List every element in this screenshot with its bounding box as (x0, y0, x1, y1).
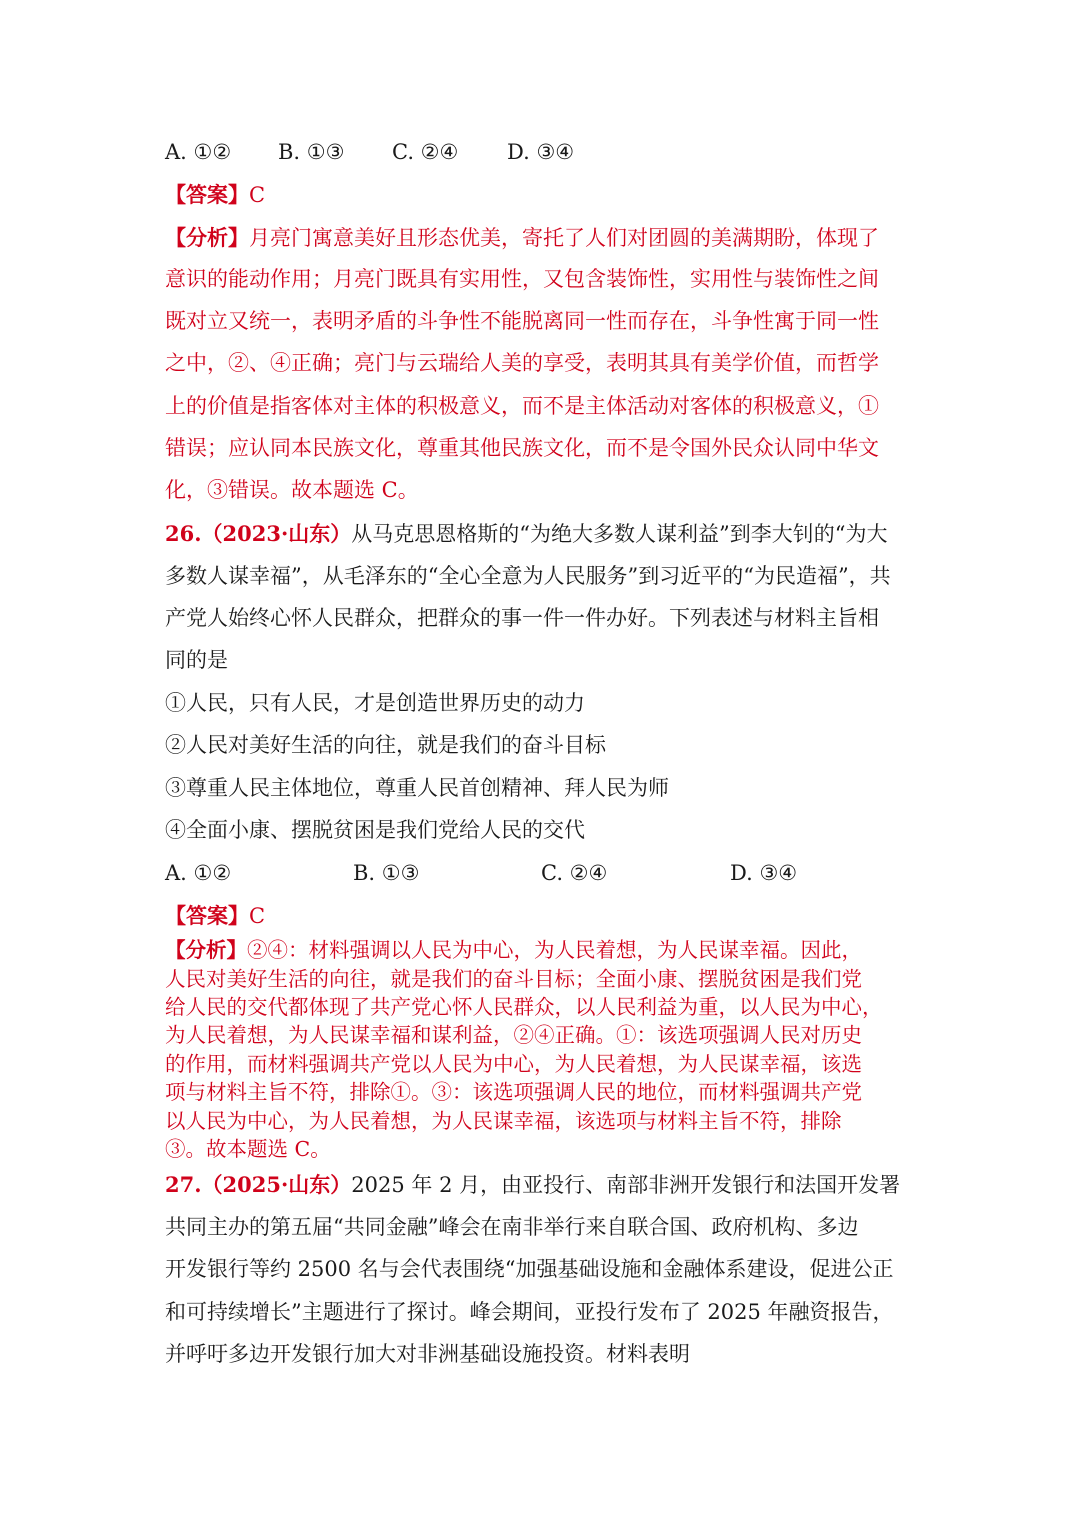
q26-statement: ①人民，只有人民，才是创造世界历史的动力 (165, 691, 585, 715)
answer-label: 【答案】 (165, 182, 249, 207)
q27-stem-line: 27.（2025·山东）2025 年 2 月，由亚投行、南部非洲开发银行和法国开发署 (165, 1172, 901, 1197)
q25-analysis-line: 既对立又统一，表明矛盾的斗争性不能脱离同一性而存在，斗争性寓于同一性 (165, 309, 879, 333)
q25-option-b: B. ①③ (278, 140, 345, 164)
q26-analysis-line: 给人民的交代都体现了共产党心怀人民群众，以人民利益为重，以人民为中心， (165, 995, 883, 1019)
answer-value: C (249, 183, 266, 207)
q25-answer (165, 184, 265, 206)
q26-answer (165, 905, 265, 927)
q25-analysis-line: 之中，②、④正确；亮门与云瑞给人美的享受，表明其具有美学价值，而哲学 (165, 351, 879, 375)
q26-analysis-line: 项与材料主旨不符，排除①。③：该选项强调人民的地位，而材料强调共产党 (165, 1080, 862, 1104)
answer-label: 【答案】 (165, 903, 249, 928)
q26-analysis-line: 人民对美好生活的向往，就是我们的奋斗目标；全面小康、摆脱贫困是我们党 (165, 967, 862, 991)
q25-option-a: A. ①② (165, 140, 232, 164)
q26-option-c: C. ②④ (541, 861, 608, 885)
q26-analysis-line: 以人民为中心，为人民着想，为人民谋幸福，该选项与材料主旨不符，排除 (165, 1109, 842, 1133)
q26-stem-line: 产党人始终心怀人民群众，把群众的事一件一件办好。下列表述与材料主旨相 (165, 606, 879, 630)
q25-analysis-line: 上的价值是指客体对主体的积极意义，而不是主体活动对客体的积极意义，① (165, 394, 879, 418)
q26-analysis-line: 【分析】②④：材料强调以人民为中心，为人民着想，为人民谋幸福。因此， (165, 938, 862, 962)
q26-option-a: A. ①② (165, 861, 232, 885)
answer-value: C (249, 904, 266, 928)
q25-analysis-line: 化，③错误。故本题选 C。 (165, 478, 419, 502)
q25-analysis-line: 【分析】月亮门寓意美好且形态优美，寄托了人们对团圆的美满期盼，体现了 (165, 225, 879, 250)
q26-number-source: 26.（2023·山东） (165, 521, 352, 546)
q26-stem-line: 多数人谋幸福”，从毛泽东的“全心全意为人民服务”到习近平的“为民造福”，共 (165, 564, 891, 588)
q26-analysis-line: ③。故本题选 C。 (165, 1137, 331, 1161)
q26-stem-line: 同的是 (165, 648, 228, 672)
q26-option-d: D. ③④ (730, 861, 798, 885)
q26-analysis-line: 为人民着想，为人民谋幸福和谋利益，②④正确。①：该选项强调人民对历史 (165, 1023, 862, 1047)
q26-statement: ③尊重人民主体地位，尊重人民首创精神、拜人民为师 (165, 776, 669, 800)
q27-stem-line: 并呼吁多边开发银行加大对非洲基础设施投资。材料表明 (165, 1342, 690, 1366)
q25-analysis-line: 错误；应认同本民族文化，尊重其他民族文化，而不是令国外民众认同中华文 (165, 436, 879, 460)
q26-statement: ②人民对美好生活的向往，就是我们的奋斗目标 (165, 733, 606, 757)
q26-stem-line: 26.（2023·山东）从马克思恩格斯的“为绝大多数人谋利益”到李大钊的“为大 (165, 521, 888, 546)
q26-analysis-line: 的作用，而材料强调共产党以人民为中心，为人民着想，为人民谋幸福，该选 (165, 1052, 862, 1076)
q26-statement: ④全面小康、摆脱贫困是我们党给人民的交代 (165, 818, 585, 842)
q25-option-c: C. ②④ (392, 140, 459, 164)
q25-analysis-line: 意识的能动作用；月亮门既具有实用性，又包含装饰性，实用性与装饰性之间 (165, 267, 879, 291)
q27-stem-line: 和可持续增长”主题进行了探讨。峰会期间，亚投行发布了 2025 年融资报告， (165, 1300, 894, 1324)
analysis-label: 【分析】 (165, 938, 247, 962)
q27-stem-line: 共同主办的第五届“共同金融”峰会在南非举行来自联合国、政府机构、多边 (165, 1215, 859, 1239)
q26-option-b: B. ①③ (353, 861, 420, 885)
q27-stem-line: 开发银行等约 2500 名与会代表围绕“加强基础设施和金融体系建设，促进公正 (165, 1257, 894, 1281)
analysis-label: 【分析】 (165, 225, 249, 250)
q27-number-source: 27.（2025·山东） (165, 1172, 352, 1197)
q25-option-d: D. ③④ (507, 140, 575, 164)
